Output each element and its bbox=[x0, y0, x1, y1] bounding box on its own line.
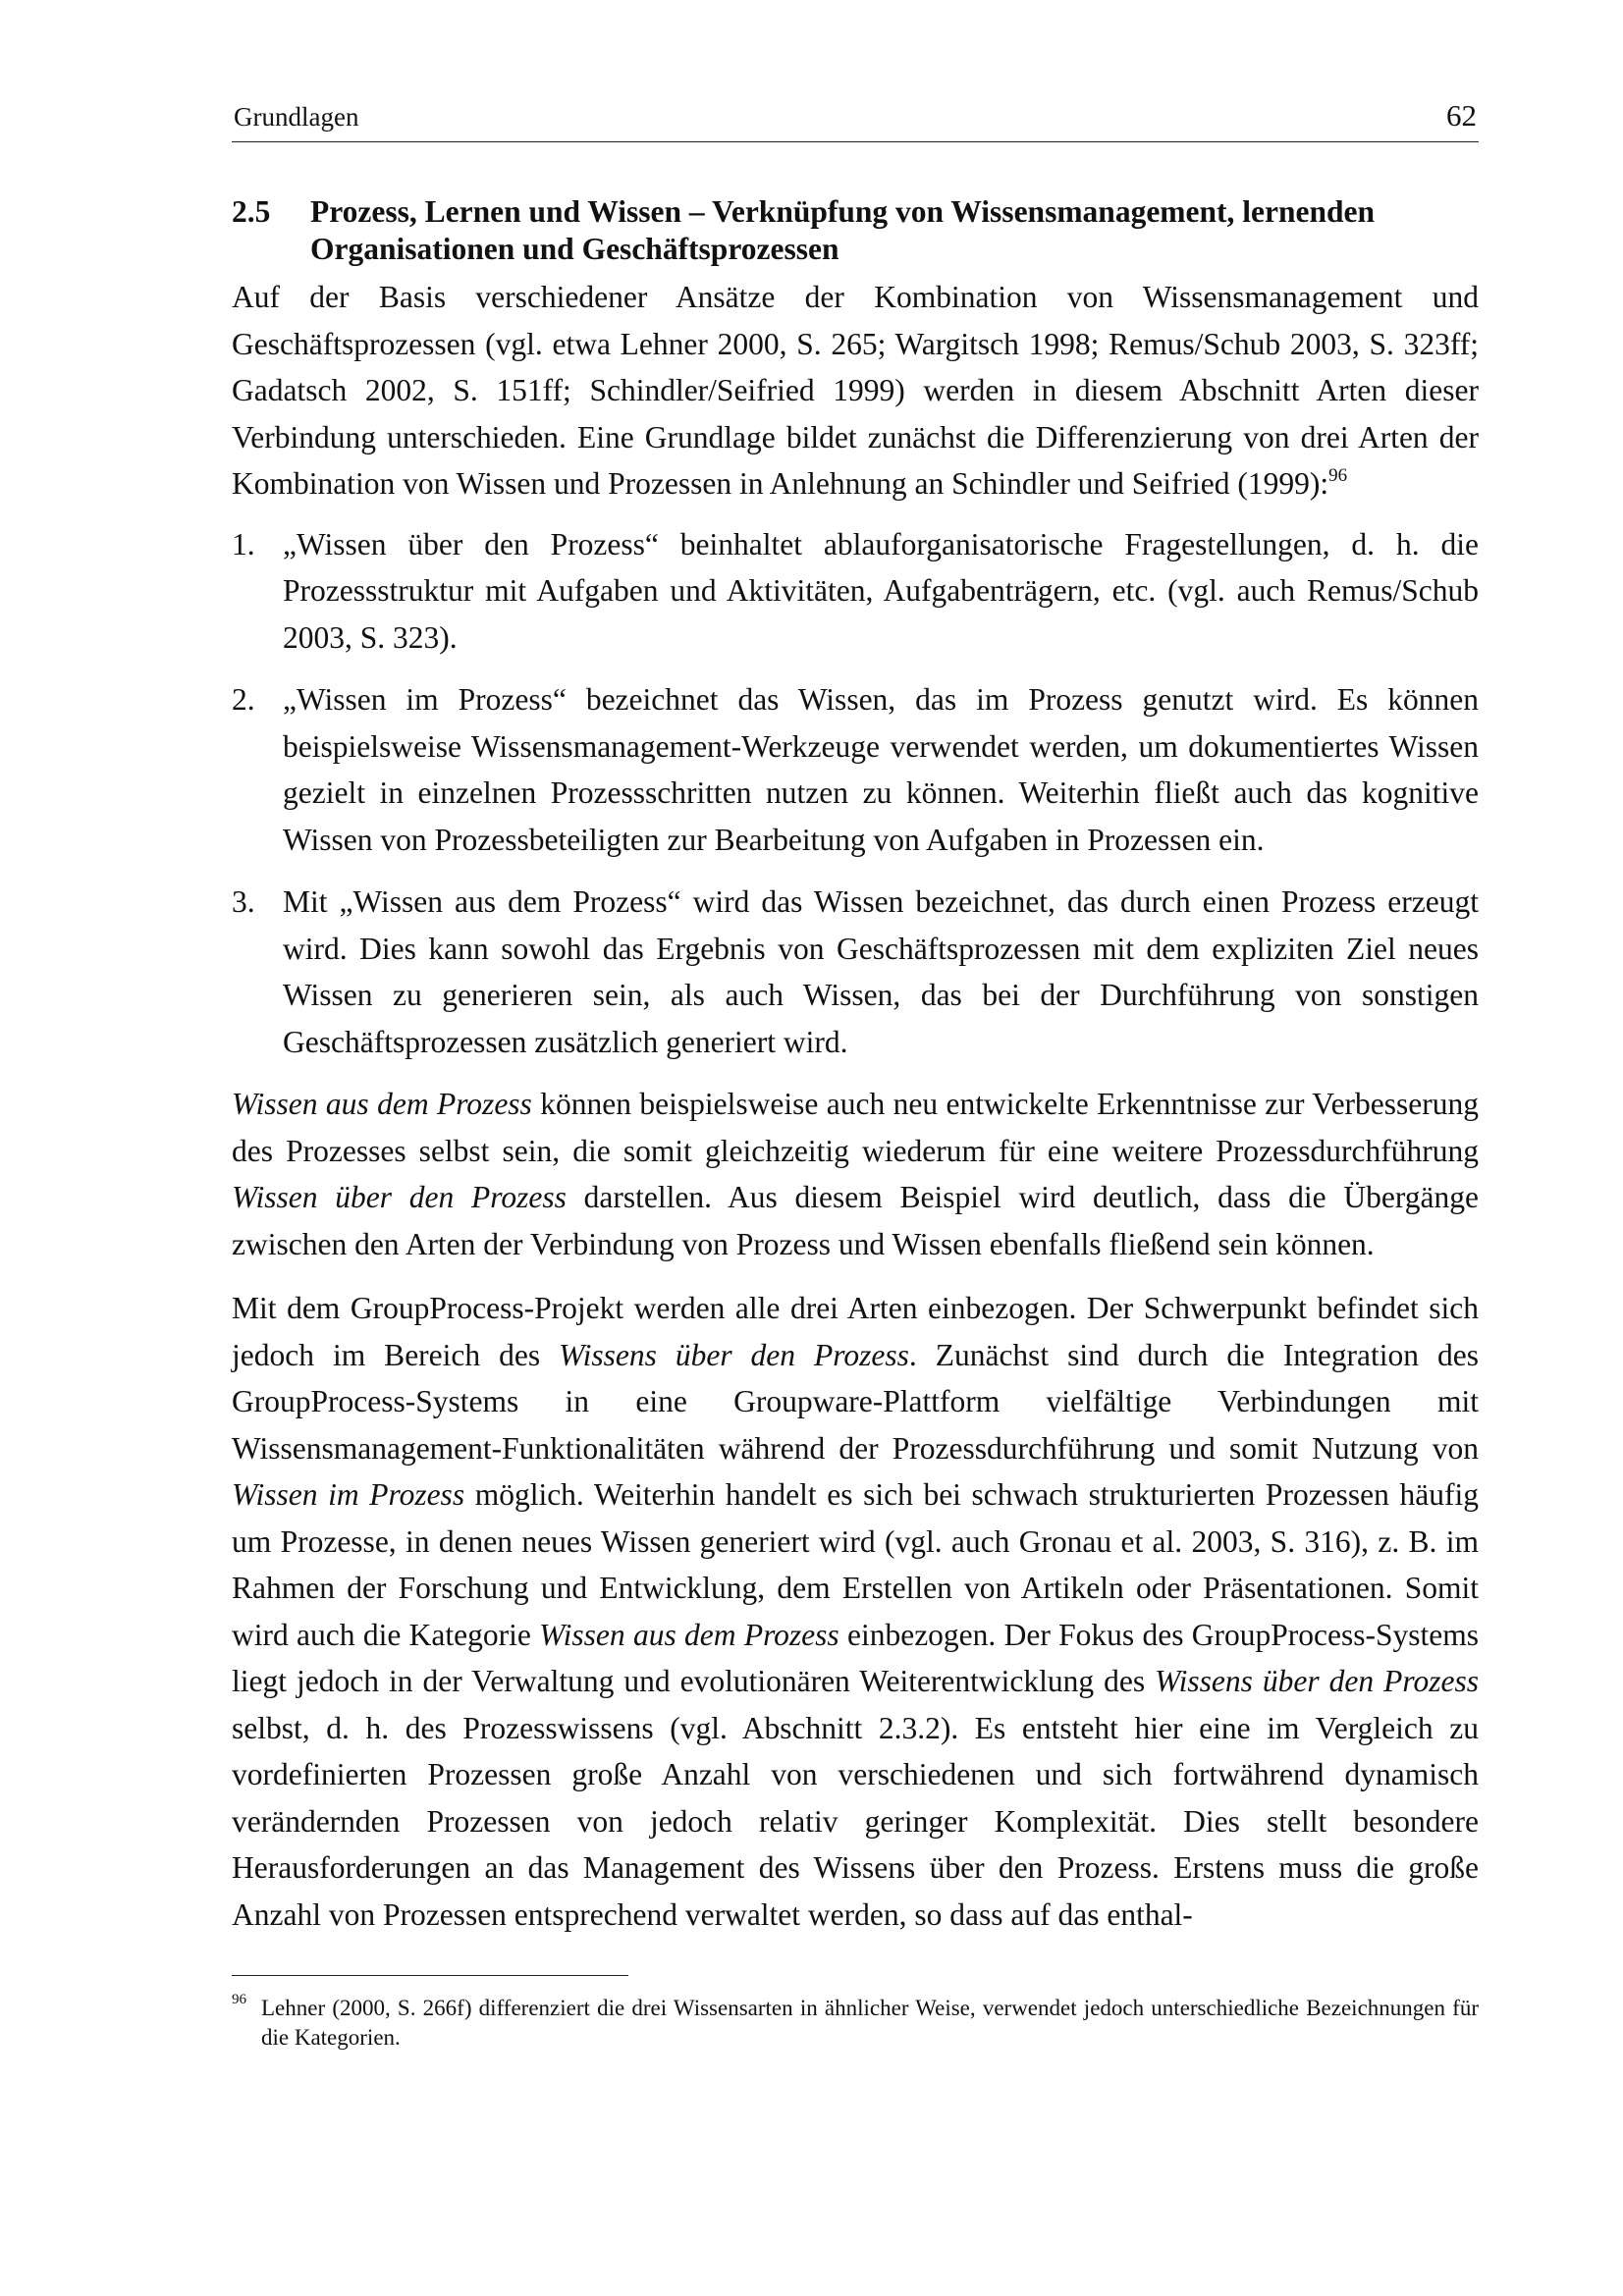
running-title: Grundlagen bbox=[234, 102, 359, 132]
footnote bbox=[232, 1994, 1479, 2053]
document-page bbox=[232, 98, 1479, 2053]
italic-term: Wissen aus dem Prozess bbox=[539, 1617, 839, 1652]
list-item-text: „Wissen über den Prozess“ beinhaltet ablauforganisatorische Fragestellungen, d. h. die Prozessstruktur mit Aufgaben und Aktivitäten, Aufgabenträgern, etc. (vgl. auch Remus/Schub 2003, S. 323). bbox=[283, 526, 1479, 655]
list-item-text: „Wissen im Prozess“ bezeichnet das Wissen, das im Prozess genutzt wird. Es können beispielsweise Wissensmanagement-Werkzeuge verwendet werden, um dokumentiertes Wissen gezielt in einzelnen Prozessschritten nutzen zu können. Weiterhin fließt auch das kognitive Wissen von Prozessbeteiligten zur Bearbeitung von Aufgaben in Prozessen ein. bbox=[283, 682, 1479, 857]
list-marker: 1. bbox=[232, 526, 255, 561]
paragraph-text: können beispielsweise auch neu entwickelte Erkenntnisse zur Verbesserung des Prozesses selbst sein, die somit gleichzeitig wiederum für eine weitere Prozessdurchführung bbox=[232, 1087, 1480, 1168]
page-header bbox=[232, 98, 1479, 142]
italic-term: Wissen aus dem Prozess bbox=[232, 1087, 532, 1121]
knowledge-kinds-list bbox=[232, 521, 1479, 1066]
italic-term: Wissens über den Prozess bbox=[1155, 1664, 1479, 1698]
body-paragraph-2 bbox=[232, 1081, 1479, 1267]
page-number: 62 bbox=[1446, 98, 1477, 133]
list-item bbox=[232, 879, 1479, 1065]
list-item bbox=[232, 521, 1479, 662]
body-paragraph-3 bbox=[232, 1285, 1479, 1938]
paragraph-text: einbezogen. Der Fokus des GroupProcess-Systems liegt jedoch in der Verwaltung und evolutionären Weiterentwicklung des bbox=[232, 1617, 1480, 1698]
italic-term: Wissens über den Prozess bbox=[559, 1337, 909, 1372]
paragraph-text: darstellen. Aus diesem Beispiel wird deutlich, dass die Übergänge zwischen den Arten der Verbindung von Prozess und Wissen ebenfalls fließend sein können. bbox=[232, 1180, 1480, 1261]
section-title: Prozess, Lernen und Wissen – Verknüpfung von Wissensmanagement, lernenden Organisationen und Geschäftsprozessen bbox=[310, 194, 1376, 266]
paragraph-text: Mit dem GroupProcess-Projekt werden alle drei Arten einbezogen. Der Schwerpunkt befindet sich jedoch im Bereich des bbox=[232, 1291, 1479, 1372]
section-heading bbox=[232, 193, 1479, 268]
italic-term: Wissen im Prozess bbox=[232, 1477, 465, 1512]
intro-paragraph bbox=[232, 274, 1479, 507]
footnote-reference: 96 bbox=[1328, 464, 1348, 486]
list-item bbox=[232, 676, 1479, 863]
intro-text: Auf der Basis verschiedener Ansätze der Kombination von Wissensmanagement und Geschäftsprozessen (vgl. etwa Lehner 2000, S. 265; Wargitsch 1998; Remus/Schub 2003, S. 323ff; Gadatsch 2002, S. 151ff; Schindler/Seifried 1999) werden in diesem Abschnitt Arten dieser Verbindung unterschieden. Eine Grundlage bildet zunächst die Differenzierung von drei Arten der Kombination von Wissen und Prozessen in Anlehnung an Schindler und Seifried (1999): bbox=[232, 280, 1479, 501]
section-number: 2.5 bbox=[232, 194, 271, 229]
footnote-divider bbox=[232, 1975, 628, 1976]
footnote-mark: 96 bbox=[232, 1992, 246, 2007]
list-marker: 2. bbox=[232, 682, 255, 717]
footnote-text: Lehner (2000, S. 266f) differenziert die drei Wissensarten in ähnlicher Weise, verwendet jedoch unterschiedliche Bezeichnungen für die Kategorien. bbox=[261, 1996, 1479, 2050]
paragraph-text: möglich. Weiterhin handelt es sich bei schwach strukturierten Prozessen häufig um Prozesse, in denen neues Wissen generiert wird (vgl. auch Gronau et al. 2003, S. 316), z. B. im Rahmen der Forschung und Entwicklung, dem Erstellen von Artikeln oder Präsentationen. Somit wird auch die Kategorie bbox=[232, 1477, 1479, 1652]
italic-term: Wissen über den Prozess bbox=[232, 1180, 567, 1214]
list-marker: 3. bbox=[232, 884, 255, 919]
paragraph-text: selbst, d. h. des Prozesswissens (vgl. Abschnitt 2.3.2). Es entsteht hier eine im Vergleich zu vordefinierten Prozessen große Anzahl von verschiedenen und sich fortwährend dynamisch verändernden Prozessen von jedoch relativ geringer Komplexität. Dies stellt besondere Herausforderungen an das Management des Wissens über den Prozess. Erstens muss die große Anzahl von Prozessen entsprechend verwaltet werden, so dass auf das enthal- bbox=[232, 1710, 1479, 1932]
paragraph-text: . Zunächst sind durch die Integration des GroupProcess-Systems in eine Groupware-Plattform vielfältige Verbindungen mit Wissensmanagement-Funktionalitäten während der Prozessdurchführung und somit Nutzung von bbox=[232, 1337, 1479, 1466]
list-item-text: Mit „Wissen aus dem Prozess“ wird das Wissen bezeichnet, das durch einen Prozess erzeugt wird. Dies kann sowohl das Ergebnis von Geschäftsprozessen mit dem expliziten Ziel neues Wissen zu generieren sein, als auch Wissen, das bei der Durchführung von sonstigen Geschäftsprozessen zusätzlich generiert wird. bbox=[283, 884, 1479, 1059]
